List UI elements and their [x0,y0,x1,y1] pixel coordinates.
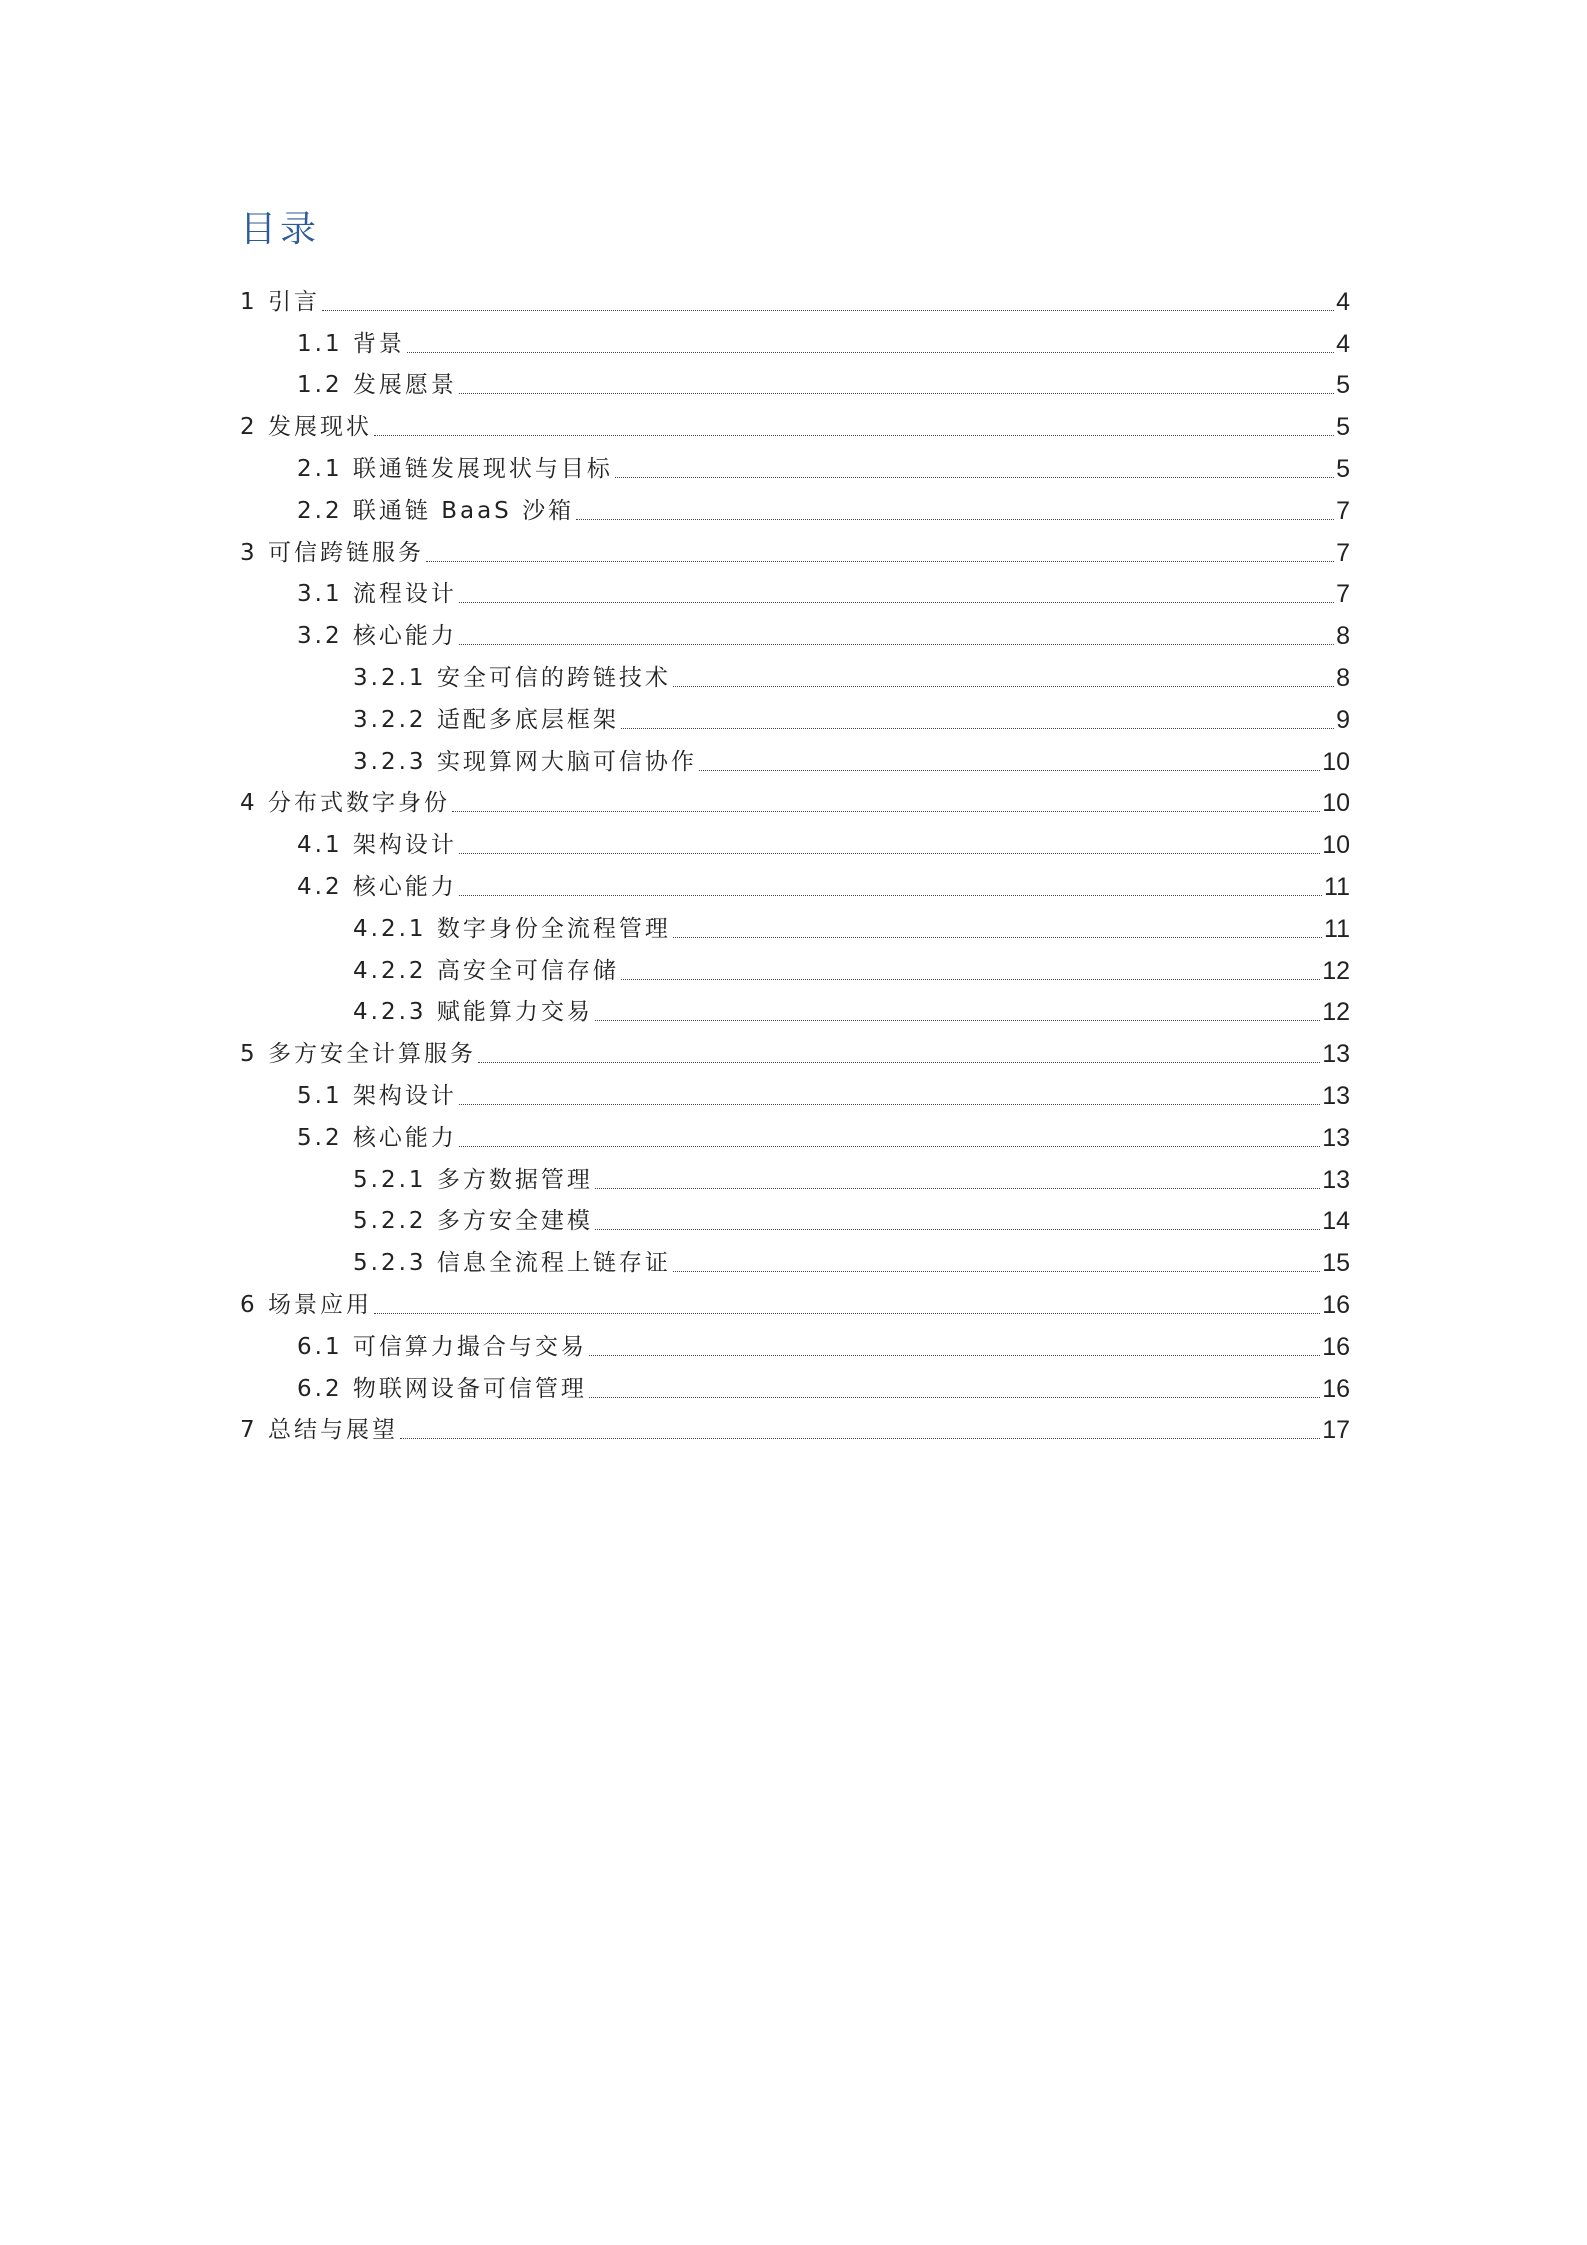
toc-leader-dots [322,310,1334,311]
toc-entry[interactable] [240,653,1350,695]
toc-entry-label: 5.2.3 信息全流程上链存证 [353,1250,671,1277]
toc-entry-page-number: 16 [1322,1332,1350,1361]
toc-entry-label: 1.1 背景 [297,330,405,357]
toc-entry-label: 2.1 联通链发展现状与目标 [297,455,613,482]
toc-entry-page-number: 13 [1322,1081,1350,1110]
toc-entry-page-number: 7 [1336,538,1350,567]
toc-leader-dots [400,1438,1320,1439]
toc-leader-dots [595,1020,1320,1021]
toc-entry[interactable] [240,1322,1350,1364]
toc-entry-label: 5 多方安全计算服务 [240,1041,476,1068]
toc-entry[interactable] [240,361,1350,403]
toc-leader-dots [576,519,1334,520]
toc-leader-dots [459,1104,1320,1105]
toc-entry[interactable] [240,1406,1350,1448]
toc-entry[interactable] [240,904,1350,946]
toc-entry[interactable] [240,1197,1350,1239]
toc-entry-label: 3.1 流程设计 [297,581,457,608]
toc-entry-page-number: 16 [1322,1290,1350,1319]
toc-leader-dots [615,477,1334,478]
toc-entry[interactable] [240,486,1350,528]
toc-entry-page-number: 16 [1322,1374,1350,1403]
toc-entry[interactable] [240,820,1350,862]
toc-entry-label: 1.2 发展愿景 [297,372,457,399]
toc-entry-label: 4.2.1 数字身份全流程管理 [353,915,671,942]
toc-entry-label: 4.1 架构设计 [297,832,457,859]
toc-entry-page-number: 13 [1322,1040,1350,1069]
toc-entry[interactable] [240,1113,1350,1155]
toc-leader-dots [673,686,1334,687]
toc-leader-dots [595,1188,1320,1189]
toc-entry-page-number: 12 [1322,998,1350,1027]
toc-entry-page-number: 13 [1322,1123,1350,1152]
toc-entry-page-number: 10 [1322,747,1350,776]
toc-entry[interactable] [240,862,1350,904]
toc-leader-dots [673,1271,1320,1272]
toc-entry-label: 6.2 物联网设备可信管理 [297,1375,587,1402]
toc-entry-page-number: 12 [1322,956,1350,985]
toc-entry-label: 6 场景应用 [240,1291,372,1318]
toc-entry-label: 5.2.2 多方安全建模 [353,1208,593,1235]
toc-entry-page-number: 13 [1322,1165,1350,1194]
toc-entry-page-number: 7 [1336,580,1350,609]
toc-leader-dots [459,895,1322,896]
toc-entry-page-number: 4 [1336,287,1350,316]
toc-entry-label: 5.2 核心能力 [297,1124,457,1151]
toc-entry-page-number: 9 [1336,705,1350,734]
toc-entry-page-number: 5 [1336,413,1350,442]
toc-entry[interactable] [240,946,1350,988]
toc-entry-page-number: 4 [1336,329,1350,358]
toc-leader-dots [374,1313,1320,1314]
toc-entry-label: 3.2 核心能力 [297,623,457,650]
toc-entry[interactable] [240,402,1350,444]
toc-leader-dots [621,728,1334,729]
toc-entry-page-number: 8 [1336,663,1350,692]
toc-entry[interactable] [240,1071,1350,1113]
toc-entry-label: 7 总结与展望 [240,1417,398,1444]
toc-leader-dots [374,435,1334,436]
toc-leader-dots [589,1355,1320,1356]
toc-entry-page-number: 10 [1322,831,1350,860]
toc-leader-dots [589,1397,1320,1398]
toc-entry-page-number: 8 [1336,622,1350,651]
toc-entry-label: 3.2.3 实现算网大脑可信协作 [353,748,697,775]
toc-entry-label: 4 分布式数字身份 [240,790,450,817]
toc-leader-dots [426,561,1334,562]
toc-entry-label: 4.2.3 赋能算力交易 [353,999,593,1026]
toc-leader-dots [452,811,1320,812]
toc-entry-label: 4.2 核心能力 [297,873,457,900]
toc-leader-dots [673,937,1322,938]
toc-entry[interactable] [240,779,1350,821]
toc-entry[interactable] [240,737,1350,779]
toc-title: 目录 [240,209,321,250]
toc-entry-page-number: 11 [1324,914,1350,943]
toc-entry[interactable] [240,1029,1350,1071]
toc-entry-label: 5.1 架构设计 [297,1082,457,1109]
toc-leader-dots [459,853,1320,854]
toc-entry[interactable] [240,988,1350,1030]
toc-entry[interactable] [240,444,1350,486]
toc-entry-label: 3 可信跨链服务 [240,539,424,566]
toc-entry[interactable] [240,319,1350,361]
toc-leader-dots [699,770,1320,771]
toc-entry[interactable] [240,1155,1350,1197]
toc-entry[interactable] [240,695,1350,737]
toc-entry-page-number: 14 [1322,1207,1350,1236]
toc-entry[interactable] [240,570,1350,612]
toc-entry-page-number: 5 [1336,454,1350,483]
toc-entry-page-number: 10 [1322,789,1350,818]
toc-entry[interactable] [240,611,1350,653]
toc-leader-dots [621,979,1320,980]
toc-entry-label: 1 引言 [240,288,320,315]
toc-entry[interactable] [240,528,1350,570]
toc-entry-label: 2.2 联通链 BaaS 沙箱 [297,497,575,524]
toc-leader-dots [407,352,1334,353]
toc-entry-label: 2 发展现状 [240,414,372,441]
toc-leader-dots [478,1062,1320,1063]
toc-entry[interactable] [240,1280,1350,1322]
toc-leader-dots [595,1229,1320,1230]
toc-leader-dots [459,1146,1320,1147]
toc-entry-label: 6.1 可信算力撮合与交易 [297,1333,587,1360]
toc-entry[interactable] [240,277,1350,319]
toc-entry[interactable] [240,1238,1350,1280]
toc-leader-dots [459,644,1334,645]
toc-entry[interactable] [240,1364,1350,1406]
toc-entry-page-number: 11 [1324,872,1350,901]
toc-entry-label: 5.2.1 多方数据管理 [353,1166,593,1193]
toc-entry-page-number: 15 [1322,1249,1350,1278]
toc-entry-label: 4.2.2 高安全可信存储 [353,957,619,984]
toc-entry-label: 3.2.1 安全可信的跨链技术 [353,664,671,691]
toc-entry-page-number: 7 [1336,496,1350,525]
toc-list [240,277,1350,1447]
toc-entry-page-number: 17 [1322,1416,1350,1445]
toc-leader-dots [459,602,1334,603]
toc-leader-dots [459,393,1334,394]
toc-entry-label: 3.2.2 适配多底层框架 [353,706,619,733]
toc-entry-page-number: 5 [1336,371,1350,400]
